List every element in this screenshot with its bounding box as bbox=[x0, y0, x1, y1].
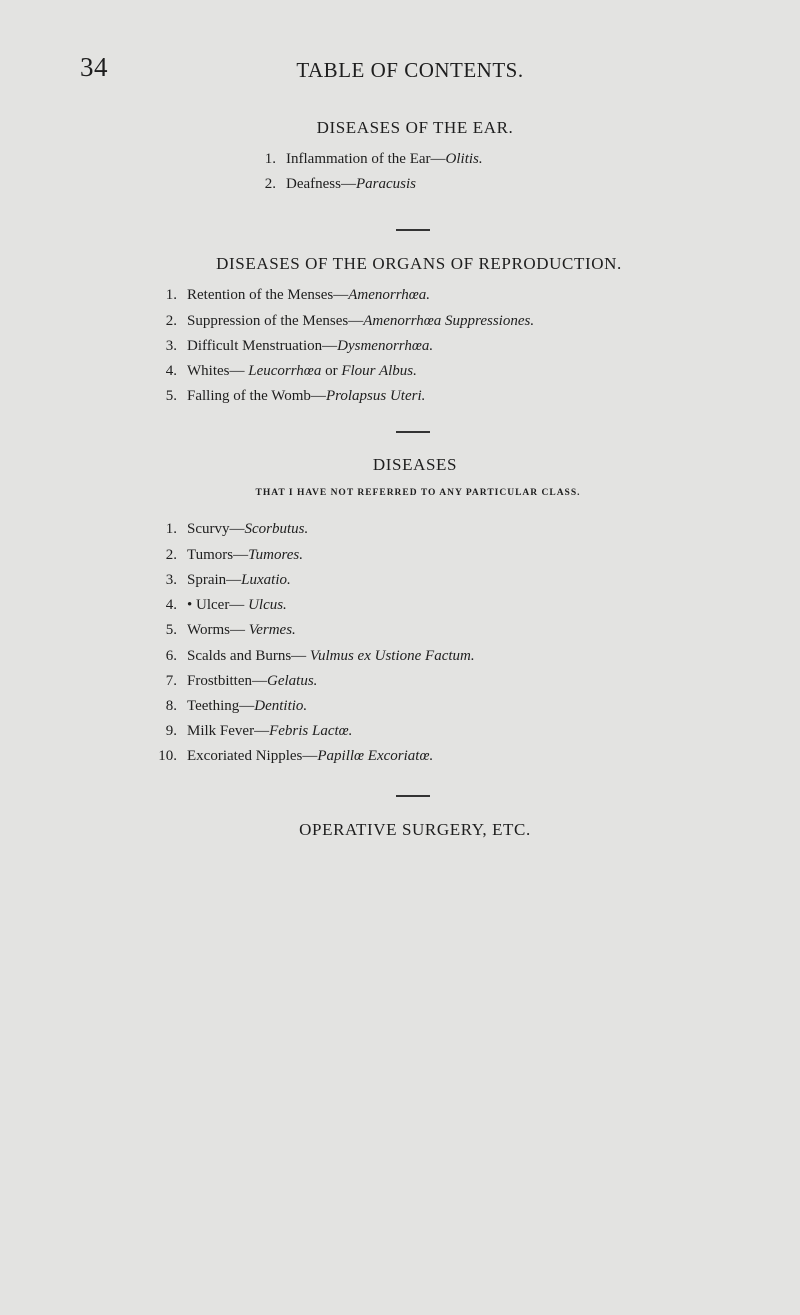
item-term-connector: or bbox=[321, 363, 342, 379]
item-term: Scurvy— bbox=[187, 521, 245, 537]
list-item bbox=[155, 597, 287, 614]
item-number: 6. bbox=[165, 648, 177, 664]
list-item bbox=[155, 648, 475, 665]
item-latin: Vermes. bbox=[248, 622, 296, 638]
running-head: TABLE OF CONTENTS. bbox=[296, 58, 524, 82]
item-term: Scalds and Burns— bbox=[187, 648, 310, 664]
item-term: Tumors— bbox=[187, 547, 249, 563]
item-number: 1. bbox=[165, 287, 177, 303]
item-latin: Prolapsus Uteri. bbox=[325, 388, 426, 404]
item-latin: Luxatio. bbox=[241, 572, 291, 588]
item-latin: Paracusis bbox=[355, 176, 416, 192]
item-number: 9. bbox=[165, 723, 177, 739]
item-term: • Ulcer— bbox=[187, 597, 249, 613]
item-term: Worms— bbox=[187, 622, 249, 638]
item-latin: Papillœ Excoriatœ. bbox=[317, 748, 434, 764]
item-number: 8. bbox=[165, 698, 177, 714]
item-latin: Ulcus. bbox=[248, 597, 287, 613]
list-item bbox=[155, 363, 417, 380]
item-number: 2. bbox=[264, 176, 276, 192]
list-item bbox=[258, 176, 416, 193]
list-item bbox=[155, 572, 291, 589]
item-number: 5. bbox=[165, 622, 177, 638]
item-term: Falling of the Womb— bbox=[187, 388, 326, 404]
list-item bbox=[155, 723, 352, 740]
list-item bbox=[155, 622, 296, 639]
item-number: 7. bbox=[165, 673, 177, 689]
item-term: Suppression of the Menses— bbox=[187, 313, 364, 329]
section-divider bbox=[396, 431, 430, 433]
item-number: 4. bbox=[165, 363, 177, 379]
item-number: 2. bbox=[165, 313, 177, 329]
item-latin: Scorbutus. bbox=[244, 521, 309, 537]
page-number: 34 bbox=[80, 52, 108, 82]
list-item bbox=[155, 287, 430, 304]
list-item bbox=[155, 313, 534, 330]
list-item bbox=[155, 388, 425, 405]
section-heading-reproduction: DISEASES OF THE ORGANS OF REPRODUCTION. bbox=[216, 254, 622, 273]
list-item bbox=[155, 673, 317, 690]
list-item bbox=[258, 151, 483, 168]
item-number: 5. bbox=[165, 388, 177, 404]
list-item bbox=[155, 748, 433, 765]
list-item bbox=[155, 547, 303, 564]
section-divider bbox=[396, 229, 430, 231]
list-item bbox=[155, 521, 308, 538]
item-number: 4. bbox=[165, 597, 177, 613]
item-latin: Vulmus ex Ustione Factum. bbox=[309, 648, 475, 664]
item-term: Retention of the Menses— bbox=[187, 287, 349, 303]
item-number: 2. bbox=[165, 547, 177, 563]
item-term: Excoriated Nipples— bbox=[187, 748, 318, 764]
item-number: 3. bbox=[165, 572, 177, 588]
item-term: Sprain— bbox=[187, 572, 242, 588]
item-latin-alt: Flour Albus. bbox=[341, 363, 417, 379]
item-latin: Dysmenorrhœa. bbox=[337, 338, 434, 354]
item-term: Whites— bbox=[187, 363, 249, 379]
item-latin: Leucorrhœa bbox=[248, 363, 322, 379]
item-number: 10. bbox=[158, 748, 177, 764]
item-latin: Amenorrhœa Suppressiones. bbox=[363, 313, 535, 329]
list-item bbox=[155, 698, 307, 715]
item-latin: Tumores. bbox=[248, 547, 304, 563]
item-number: 1. bbox=[165, 521, 177, 537]
item-term: Inflammation of the Ear— bbox=[286, 151, 446, 167]
section-subheading: THAT I HAVE NOT REFERRED TO ANY PARTICULAR CLASS. bbox=[255, 488, 581, 498]
item-number: 3. bbox=[165, 338, 177, 354]
item-latin: Amenorrhœa. bbox=[348, 287, 431, 303]
item-latin: Dentitio. bbox=[254, 698, 308, 714]
section-divider bbox=[396, 795, 430, 797]
item-latin: Febris Lactœ. bbox=[269, 723, 353, 739]
item-term: Deafness— bbox=[286, 176, 356, 192]
section-heading-operative-surgery: OPERATIVE SURGERY, ETC. bbox=[299, 820, 531, 839]
item-term: Difficult Menstruation— bbox=[187, 338, 338, 354]
item-term: Teething— bbox=[187, 698, 255, 714]
list-item bbox=[155, 338, 433, 355]
item-term: Milk Fever— bbox=[187, 723, 270, 739]
section-heading-ear: DISEASES OF THE EAR. bbox=[316, 118, 514, 137]
item-number: 1. bbox=[264, 151, 276, 167]
item-term: Frostbitten— bbox=[187, 673, 268, 689]
section-heading-diseases: DISEASES bbox=[372, 455, 458, 474]
item-latin: Olitis. bbox=[445, 151, 483, 167]
item-latin: Gelatus. bbox=[267, 673, 318, 689]
